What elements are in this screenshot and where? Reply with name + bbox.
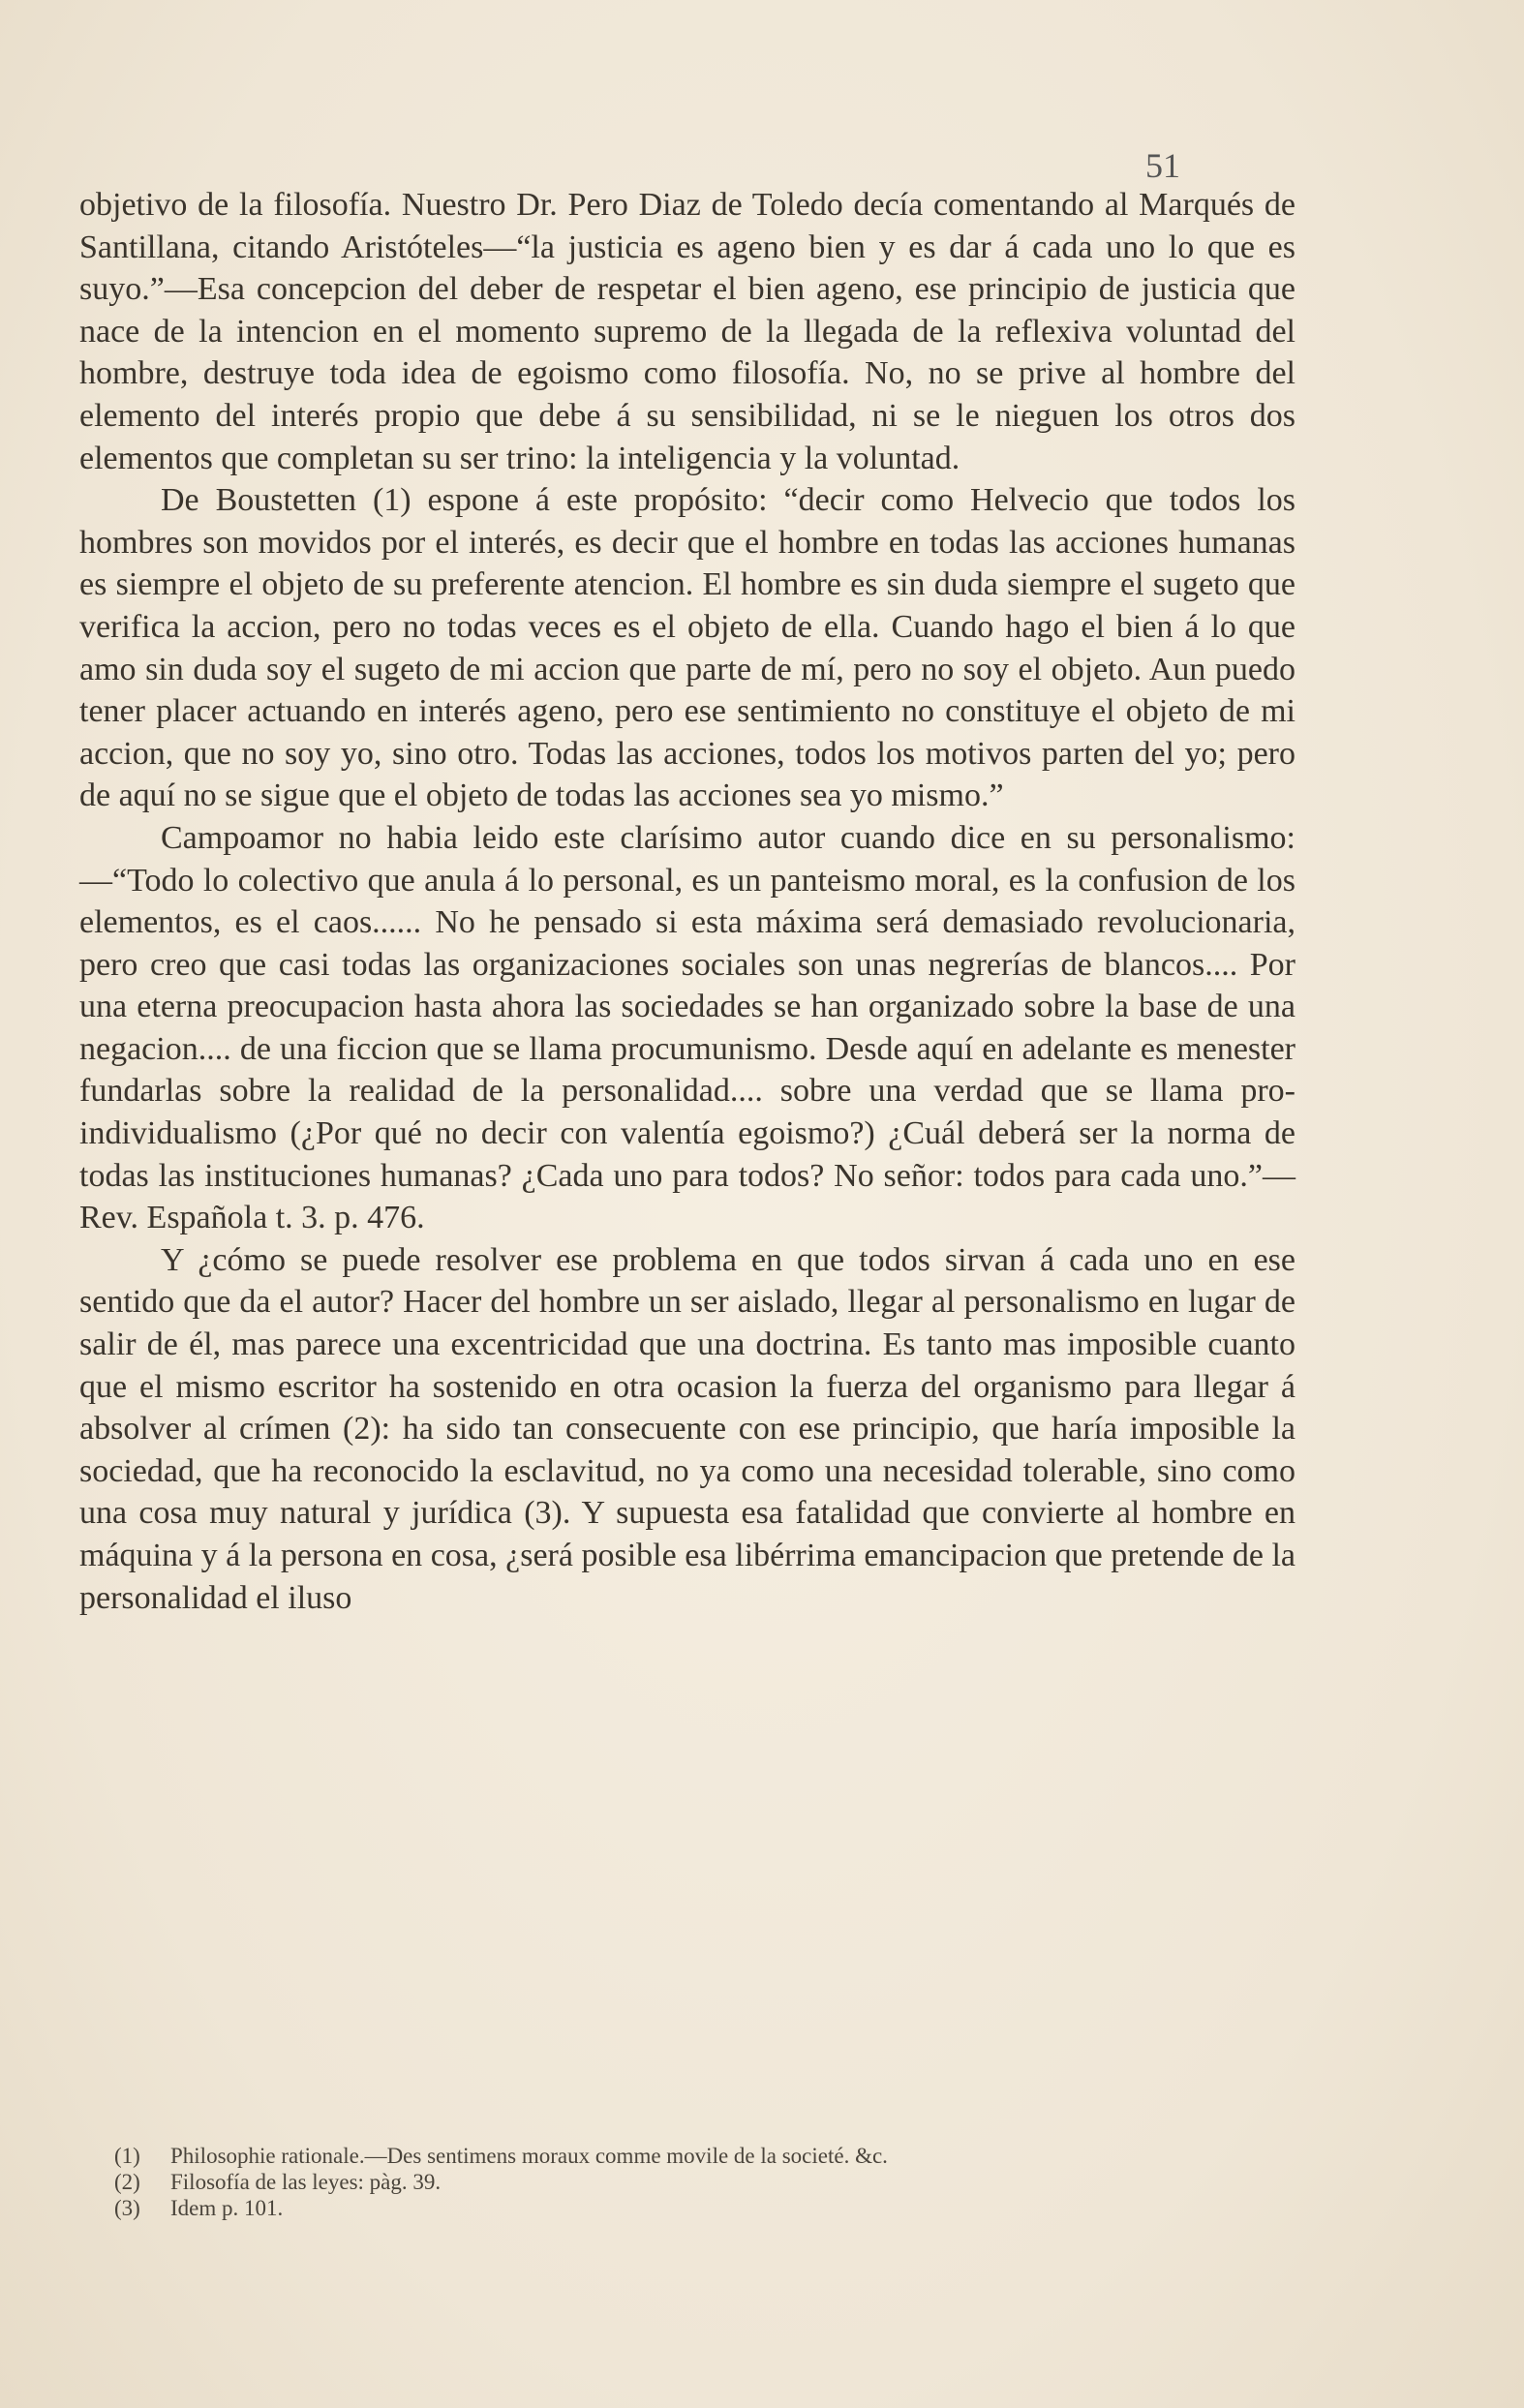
body-text <box>79 184 1295 1619</box>
paragraph: Y ¿cómo se puede resolver ese problema en que todos sirvan á cada uno en ese sentido que da el autor? Hacer del hombre un ser aislado, llegar al personalismo en lugar de salir de él, mas parece una excentricidad que una doctrina. Es tanto mas imposible cuanto que el mismo escritor ha sostenido en otra ocasion la fuerza del organismo para llegar á absolver al crímen (2): ha sido tan consecuente con ese principio, que haría imposible la sociedad, que ha reconocido la esclavitud, no ya como una necesidad tolerable, sino como una cosa muy natural y jurídica (3). Y supuesta esa fatalidad que convierte al hombre en máquina y á la persona en cosa, ¿será posible esa libérrima emancipacion que pretende de la personalidad el iluso <box>79 1241 1295 1616</box>
footnote-mark: (1) <box>114 2144 140 2168</box>
footnote-text: Filosofía de las leyes: pàg. 39. <box>170 2170 442 2194</box>
paragraph: objetivo de la filosofía. Nuestro Dr. Pero Diaz de Toledo decía comentando al Marqués de Santillana, citando Aristóteles—“la justicia es ageno bien y es dar á cada uno lo que es suyo.”—Esa concepcion del deber de respetar el bien ageno, ese principio de justicia que nace de la intencion en el momento supremo de la llegada de la reflexiva voluntad del hombre, destruye toda idea de egoismo como filosofía. No, no se prive al hombre del elemento del interés propio que debe á su sensibilidad, ni se le nieguen los otros dos elementos que completan su ser trino: la inteligencia y la voluntad. <box>79 187 1295 476</box>
footnote-text: Philosophie rationale.—Des sentimens moraux comme movile de la societé. &c. <box>170 2144 888 2168</box>
footnote <box>114 2143 1276 2169</box>
paragraph: Campoamor no habia leido este clarísimo autor cuando dice en su personalismo:—“Todo lo colectivo que anula á lo personal, es un panteismo moral, es la confusion de los elementos, es el caos...... No he pensado si esta máxima será demasiado revolucionaria, pero creo que casi todas las organizaciones sociales son unas negrerías de blancos.... Por una eterna preocupacion hasta ahora las sociedades se han organizado sobre la base de una negacion.... de una ficcion que se llama procumunismo. Desde aquí en adelante es menester fundarlas sobre la realidad de la personalidad.... sobre una verdad que se llama pro-individualismo (¿Por qué no decir con valentía egoismo?) ¿Cuál deberá ser la norma de todas las instituciones humanas? ¿Cada uno para todos? No señor: todos para cada uno.”—Rev. Española t. 3. p. 476. <box>79 819 1295 1236</box>
footnote-mark: (2) <box>114 2170 140 2194</box>
footnote-mark: (3) <box>114 2196 140 2220</box>
footnotes <box>114 2143 1276 2221</box>
footnote <box>114 2169 1276 2195</box>
page-number: 51 <box>1145 146 1180 185</box>
footnote-text: Idem p. 101. <box>170 2196 284 2220</box>
paragraph: De Boustetten (1) espone á este propósito: “decir como Helvecio que todos los hombres son movidos por el interés, es decir que el hombre en todas las acciones humanas es siempre el objeto de su preferente atencion. El hombre es sin duda siempre el sugeto que verifica la accion, pero no todas veces es el objeto de ella. Cuando hago el bien á lo que amo sin duda soy el sugeto de mi accion que parte de mí, pero no soy el objeto. Aun puedo tener placer actuando en interés ageno, pero ese sentimiento no constituye el objeto de mi accion, que no soy yo, sino otro. Todas las acciones, todos los motivos parten del yo; pero de aquí no se sigue que el objeto de todas las acciones sea yo mismo.” <box>79 482 1295 814</box>
footnote <box>114 2195 1276 2221</box>
